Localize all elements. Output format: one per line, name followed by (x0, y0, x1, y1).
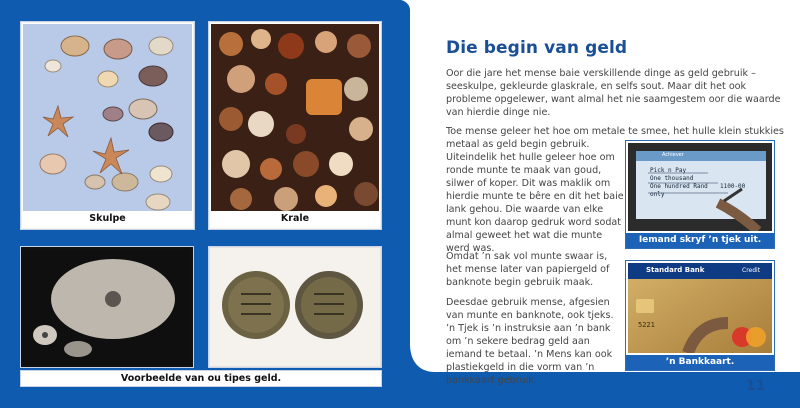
bank-card-illustration (628, 263, 772, 353)
page-title: Die begin van geld (446, 38, 628, 58)
paragraph-4: Deesdae gebruik mense, afgesien van munte en banknote, ook tjeks. ’n Tjek is ’n instruksie aan ’n bank om ’n sekere bedrag geld aan iemand te betaal. ’n Mens kan ook plastiekgeld in die vorm van ’n bankkaart gebruik. (446, 297, 614, 386)
old-money-caption: Voorbeelde van ou tipes geld. (120, 373, 282, 384)
coins-photo (211, 249, 379, 365)
shells-photo (23, 24, 192, 211)
cheque-line-2: One thousand (650, 175, 694, 182)
beads-card (208, 21, 382, 230)
shells-card (20, 21, 195, 230)
cheque-card (625, 140, 775, 249)
paragraph-1: Oor die jare het mense baie verskillende dinge as geld gebruik – seeskulpe, gekleurde glaskrale, en selfs sout. Maar dit het ook probleme opgelewer, want almal het nie saamgestem oor die waarde van hierdie dinge nie. (446, 68, 781, 118)
beads-photo (211, 24, 379, 211)
paragraph-2: Toe mense geleer het hoe om metale te smee, het hulle klein stukkies metaal as geld begin gebruik. (446, 126, 784, 150)
coins-illustration (211, 249, 379, 365)
bank-card-digits: 5221 (638, 321, 655, 329)
stone-money-photo (23, 249, 191, 365)
bank-card-card (625, 260, 775, 371)
stone-money-card (20, 246, 194, 368)
page-number: 11 (746, 378, 766, 394)
shells-caption: Skulpe (89, 213, 126, 224)
right-page (400, 0, 800, 408)
paragraph-3: Omdat ’n sak vol munte swaar is, het mense later van papiergeld of banknote begin gebruik maak. (446, 251, 610, 288)
cheque-line-1: Pick n Pay (650, 167, 687, 174)
cheque-line-3: One hundred Rand (650, 183, 708, 190)
shells-illustration (23, 24, 192, 211)
cheque-line-4: only (650, 191, 665, 198)
paragraph-2b: Uiteindelik het hulle geleer hoe om ronde munte te maak van goud, silwer of koper. Dit was maklik om hierdie munte te bêre en dit het baie lank gehou. Die waarde van elke munt kon daarop gedruk word sodat almal geweet het wat die munte werd was. (446, 152, 624, 254)
coins-card (208, 246, 382, 368)
beads-illustration (211, 24, 379, 211)
beads-caption: Krale (280, 213, 310, 224)
cheque-amount: 1100-00 (720, 183, 746, 190)
old-money-group (20, 246, 380, 386)
bank-card-type: Credit (742, 267, 761, 274)
stone-money-illustration (23, 249, 191, 365)
cheque-caption: Iemand skryf ’n tjek uit. (626, 233, 774, 248)
cheque-photo (628, 143, 772, 231)
bank-card-caption: ’n Bankkaart. (626, 355, 774, 370)
old-money-caption-bar (20, 370, 382, 387)
cheque-bank-text: Achiever (662, 152, 684, 158)
bank-card-bank-name: Standard Bank (646, 266, 705, 274)
bank-card-photo (628, 263, 772, 353)
